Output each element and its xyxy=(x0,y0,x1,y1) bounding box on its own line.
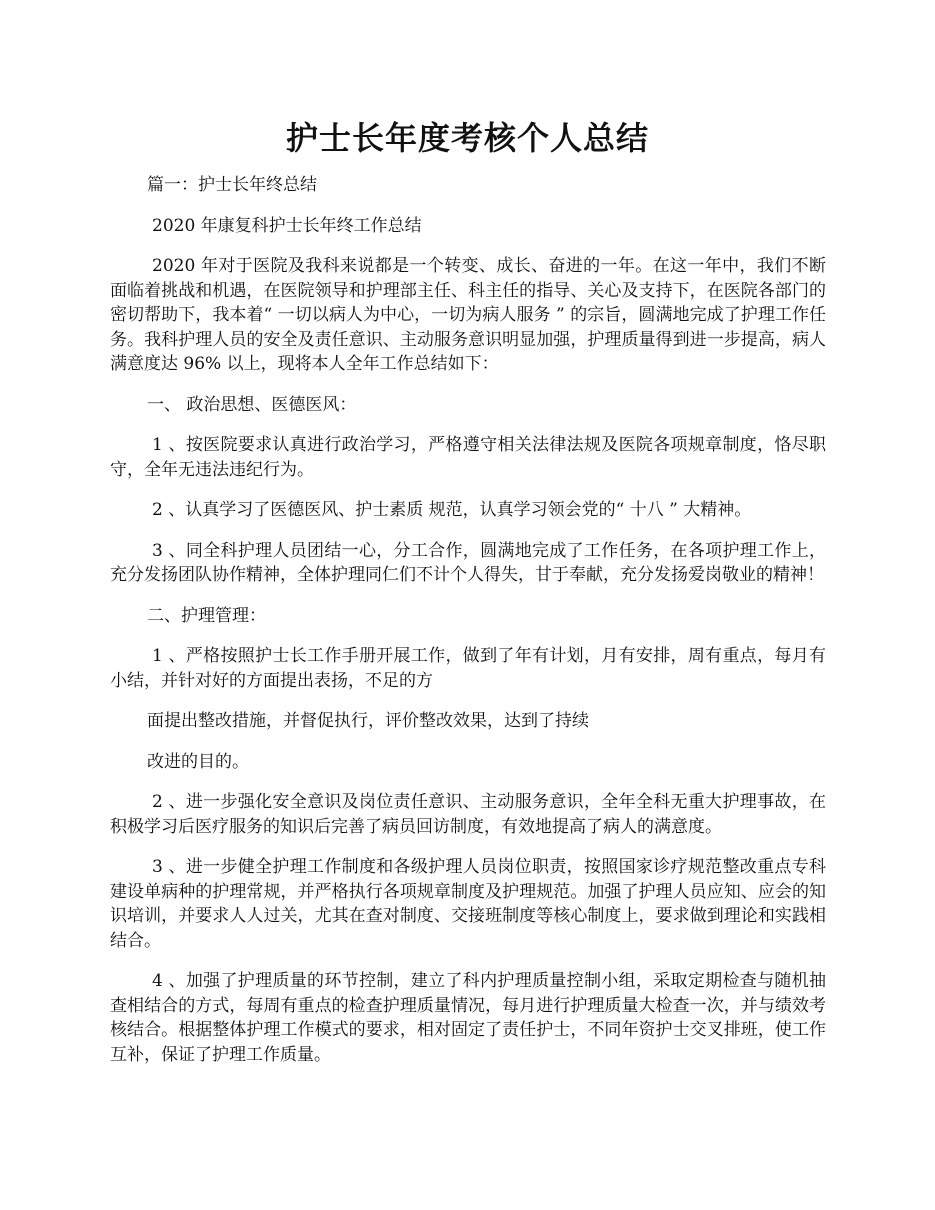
section-heading-nursing-management: 二、护理管理： xyxy=(147,605,266,626)
management-item-1-end: 改进的目的。 xyxy=(147,751,249,772)
politics-item-3: 3 、同全科护理人员团结一心，分工合作，圆满地完成了工作任务，在各项护理工作上，充分发扬团队协作精神，全体护理同仁们不计个人得失，甘于奉献，充分发扬爱岗敬业的精神！ xyxy=(110,540,826,585)
management-item-1: 1 、严格按照护士长工作手册开展工作，做到了年有计划，月有安排，周有重点，每月有小结，并针对好的方面提出表扬，不足的方 xyxy=(110,646,826,691)
intro-paragraph: 2020 年对于医院及我科来说都是一个转变、成长、奋进的一年。在这一年中，我们不断面临着挑战和机遇，在医院领导和护理部主任、科主任的指导、关心及支持下，在医院各部门的密切帮助下，我本着“ 一切以病人为中心，一切为病人服务 ” 的宗旨，圆满地完成了护理工作任务。我科护理人员的安全及责任意识、主动服务意识明显加强，护理质量得到进一步提高，病人满意度达 96% 以上，现将本人全年工作总结如下： xyxy=(110,256,826,374)
management-item-4: 4 、加强了护理质量的环节控制，建立了科内护理质量控制小组，采取定期检查与随机抽查相结合的方式，每周有重点的检查护理质量情况，每月进行护理质量大检查一次，并与绩效考核结合。根据整体护理工作模式的要求，相对固定了责任护士，不同年资护士交叉排班，使工作互补，保证了护理工作质量。 xyxy=(110,971,826,1065)
document-title: 护士长年度考核个人总结 xyxy=(285,119,649,157)
management-item-2: 2 、进一步强化安全意识及岗位责任意识、主动服务意识，全年全科无重大护理事故，在积极学习后医疗服务的知识后完善了病员回访制度，有效地提高了病人的满意度。 xyxy=(110,792,826,837)
section-heading-part-one: 篇一：护士长年终总结 xyxy=(147,175,317,195)
document-body xyxy=(110,173,826,1067)
section-heading-politics: 一、 政治思想、医德医风： xyxy=(147,394,357,415)
report-subtitle: 2020 年康复科护士长年终工作总结 xyxy=(152,215,422,236)
politics-item-1: 1 、按医院要求认真进行政治学习，严格遵守相关法律法规及医院各项规章制度，恪尽职守，全年无违法违纪行为。 xyxy=(110,435,826,480)
management-item-3: 3 、进一步健全护理工作制度和各级护理人员岗位职责，按照国家诊疗规范整改重点专科建设单病种的护理常规，并严格执行各项规章制度及护理规范。加强了护理人员应知、应会的知识培训，并要求人人过关，尤其在查对制度、交接班制度等核心制度上，要求做到理论和实践相结合。 xyxy=(110,857,826,951)
politics-item-2: 2 、认真学习了医德医风、护士素质 规范，认真学习领会党的“ 十八 ” 大精神。 xyxy=(152,500,752,520)
management-item-1-continued: 面提出整改措施，并督促执行，评价整改效果，达到了持续 xyxy=(147,711,589,731)
